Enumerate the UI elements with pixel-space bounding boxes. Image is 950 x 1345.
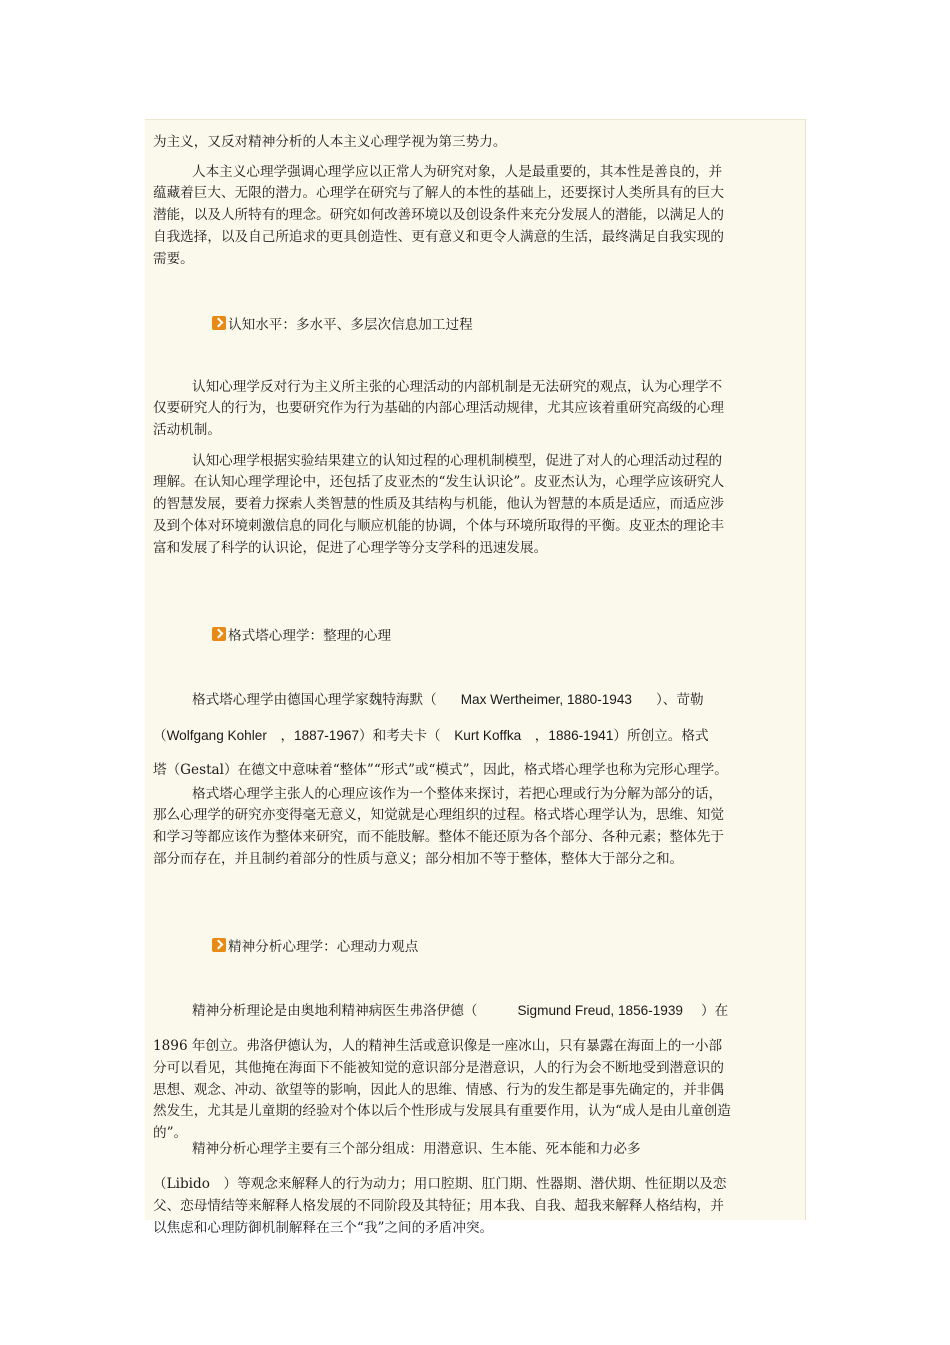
paragraph-line-1 xyxy=(153,689,768,712)
paragraph-rest: 1896 年创立。弗洛伊德认为，人的精神生活或意识像是一座冰山，只有暴露在海面上的一小部分可以看见，其他掩在海面下不能被知觉的意识部分是潜意识，人的行为会不断地受到潜意识的思想、观念、冲动、欲望等的影响，因此人的思维、情感、行为的发生都是事先确定的，并非偶然发生，尤其是儿童期的经验对个体以后个性形成与发展具有重要作用，认为“成人是由儿童创造的”。 xyxy=(153,1037,731,1142)
intro-line: 为主义，又反对精神分析的人本主义心理学视为第三势力。 xyxy=(153,133,507,150)
paragraph-line-1 xyxy=(153,1000,768,1023)
text-run-latin: Max Wertheimer, 1880-1943 xyxy=(460,691,632,707)
arrow-right-icon xyxy=(212,316,226,330)
section-heading-text: 精神分析心理学：心理动力观点 xyxy=(228,939,419,955)
section-heading-gestalt xyxy=(212,624,391,644)
paragraph: 格式塔心理学主张人的心理应该作为一个整体来探讨，若把心理或行为分解为部分的话，那么心理学的研究亦变得毫无意义，知觉就是心理组织的过程。格式塔心理学认为，思维、知觉和学习等都应该作为整体来研究，而不能肢解。整体不能还原为各个部分、各种元素；整体先于部分而存在，并且制约着部分的性质与意义；部分相加不等于整体，整体大于部分之和。 xyxy=(153,785,724,867)
section-heading-text: 认知水平：多水平、多层次信息加工过程 xyxy=(228,317,473,333)
text-run: ）在 xyxy=(700,1002,729,1019)
intro-paragraph-block xyxy=(153,148,768,284)
section-heading-cognitive xyxy=(212,313,473,333)
section-psychoanalysis-para2 xyxy=(153,1125,768,1253)
section-gestalt-para2 xyxy=(153,770,768,884)
intro-paragraph: 人本主义心理学强调心理学应以正常人为研究对象，人是最重要的，其本性是善良的，并蕴藏着巨大、无限的潜力。心理学在研究与了解人的本性的基础上，还要探讨人类所具有的巨大潜能，以及人所特有的理念。研究如何改善环境以及创设条件来充分发展人的潜能，以满足人的自我选择，以及自己所追求的更具创造性、更有意义和更令人满意的生活，最终满足自我实现的需要。 xyxy=(153,163,724,267)
text-run: 精神分析理论是由奥地利精神病医生弗洛伊德（ xyxy=(192,1002,478,1019)
paragraph-line-2: （Wolfgang Kohler ，1887-1967）和考夫卡（ Kurt Koffka ，1886-1941）所创立。格式 xyxy=(153,727,709,743)
paragraph-line-1: 精神分析心理学主要有三个部分组成：用潜意识、生本能、死本能和力必多 xyxy=(192,1140,641,1157)
paragraph-rest: （Libido ）等观念来解释人的行为动力；用口腔期、肛门期、性器期、潜伏期、性征期以及恋父、恋母情结等来解释人格发展的不同阶段及其特征；用本我、自我、超我来解释人格结构，并以焦虑和心理防御机制解释在三个“我”之间的矛盾冲突。 xyxy=(153,1175,727,1236)
section-heading-text: 格式塔心理学：整理的心理 xyxy=(228,628,392,644)
paragraph: 认知心理学反对行为主义所主张的心理活动的内部机制是无法研究的观点，认为心理学不仅要研究人的行为，也要研究作为行为基础的内部心理活动规律，尤其应该着重研究高级的心理活动机制。 xyxy=(153,378,724,439)
arrow-right-icon xyxy=(212,938,226,952)
paragraph: 认知心理学根据实验结果建立的认知过程的心理机制模型，促进了对人的心理活动过程的理解。在认知心理学理论中，还包括了皮亚杰的“发生认识论”。皮亚杰认为，心理学应该研究人的智慧发展，要着力探索人类智慧的性质及其结构与机能，他认为智慧的本质是适应，而适应涉及到个体对环境刺激信息的同化与顺应机能的协调，个体与环境所取得的平衡。皮亚杰的理论丰富和发展了科学的认识论，促进了心理学等分支学科的迅速发展。 xyxy=(153,452,725,556)
text-run: 格式塔心理学由德国心理学家魏特海默（ xyxy=(192,691,437,708)
section-cognitive-para2 xyxy=(153,437,768,573)
arrow-right-icon xyxy=(212,627,226,641)
text-run: ）、苛勒 xyxy=(655,691,704,708)
text-run-latin: Sigmund Freud, 1856-1939 xyxy=(517,1002,683,1018)
paragraph-line-3: 塔（Gestal）在德文中意味着“整体”“形式”或“模式”，因此，格式塔心理学也称为完形心理学。 xyxy=(153,762,728,779)
section-heading-psychoanalysis xyxy=(212,935,418,955)
